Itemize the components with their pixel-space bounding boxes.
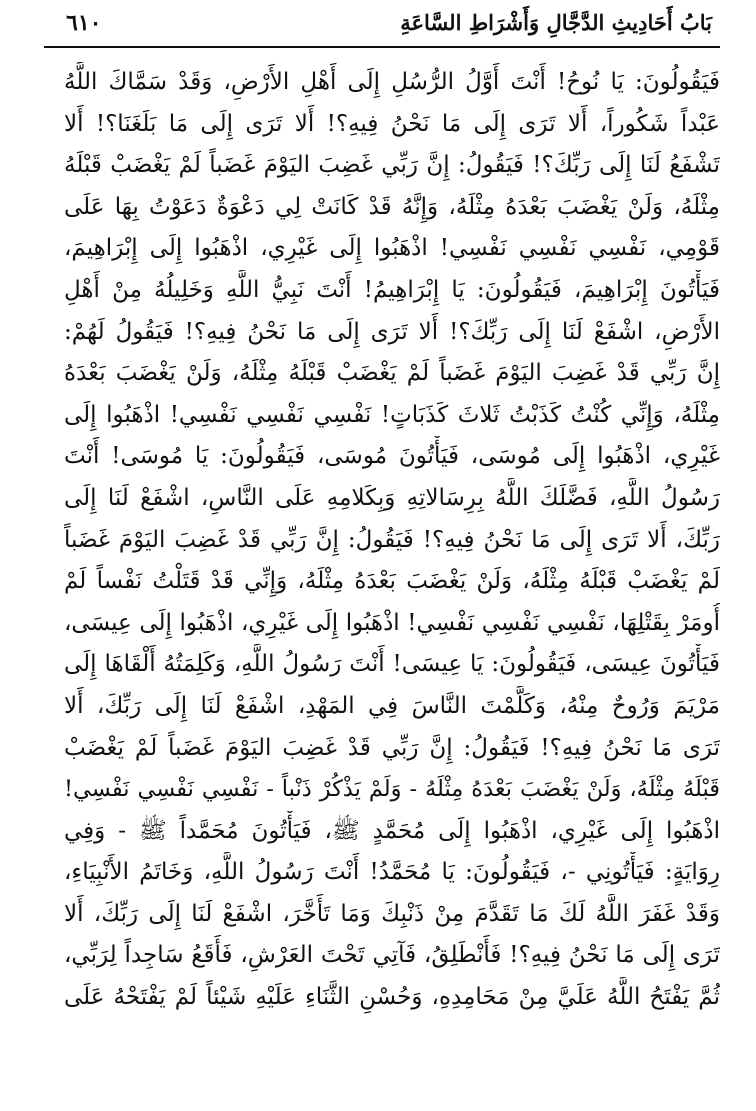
text-line: فَيَأْتُونَ عِيسَى، فَيَقُولُونَ: يَا عِيسَى! أَنْتَ رَسُولُ اللَّهِ، وَكَلِمَتُهُ أَلْقَاهَا إِلَى <box>64 651 720 678</box>
text-line: لَمْ يَغْضَبْ قَبْلَهُ مِثْلَهُ، وَلَنْ يَغْضَبَ بَعْدَهُ مِثْلَهُ، وَإِنِّي قَدْ قَتَلْتُ نَفْساً لَمْ <box>64 568 720 595</box>
text-line: عَبْداً شَكُوراً، أَلا تَرَى إِلَى مَا نَحْنُ فِيهِ؟! أَلا تَرَى إِلَى مَا بَلَغَنَا؟! أَلا <box>64 110 720 137</box>
header-rule <box>44 46 720 48</box>
text-line: رِوَايَةٍ: فَيَأْتُونِي -، فَيَقُولُونَ: يَا مُحَمَّدُ! أَنْتَ رَسُولُ اللَّهِ، وَخَاتَمُ الأَنْبِيَاءِ، <box>64 859 720 886</box>
text-line: ثُمَّ يَفْتَحُ اللَّهُ عَلَيَّ مِنْ مَحَامِدِهِ، وَحُسْنِ الثَّنَاءِ عَلَيْهِ شَيْئاً لَمْ يَفْتَحْهُ عَلَى <box>64 984 720 1011</box>
text-line: مِثْلَهُ، وَإِنِّي كُنْتُ كَذَبْتُ ثَلاثَ كَذَبَاتٍ! نَفْسِي نَفْسِي نَفْسِي! اذْهَبُوا إِلَى <box>64 401 720 428</box>
text-line: اذْهَبُوا إِلَى غَيْرِي، اذْهَبُوا إِلَى مُحَمَّدٍ ﷺ، فَيَأْتُونَ مُحَمَّداً ﷺ - وَفِي <box>64 817 720 844</box>
text-line: إِنَّ رَبِّي قَدْ غَضِبَ اليَوْمَ غَضَباً لَمْ يَغْضَبْ قَبْلَهُ مِثْلَهُ، وَلَنْ يَغْضَبَ بَعْدَهُ <box>64 360 720 387</box>
text-line: فَيَأْتُونَ إِبْرَاهِيمَ، فَيَقُولُونَ: يَا إِبْرَاهِيمُ! أَنْتَ نَبِيُّ اللَّهِ وَخَلِيلُهُ مِنْ أَهْلِ <box>64 276 720 303</box>
running-header <box>40 6 720 40</box>
text-line: تَرَى مَا نَحْنُ فِيهِ؟! فَيَقُولُ: إِنَّ رَبِّي قَدْ غَضِبَ اليَوْمَ غَضَباً لَمْ يَغْضَبْ <box>64 734 720 761</box>
text-line: رَبِّكَ، أَلا تَرَى إِلَى مَا نَحْنُ فِيهِ؟! فَيَقُولُ: إِنَّ رَبِّي قَدْ غَضِبَ اليَوْمَ غَضَباً <box>64 526 720 553</box>
text-line: وَقَدْ غَفَرَ اللَّهُ لَكَ مَا تَقَدَّمَ مِنْ ذَنْبِكَ وَمَا تَأَخَّرَ، اشْفَعْ لَنَا إِلَى رَبِّكَ، أَلا <box>64 900 720 927</box>
text-line: رَسُولُ اللَّهِ، فَضَّلَكَ اللَّهُ بِرِسَالاتِهِ وَبِكَلامِهِ عَلَى النَّاسِ، اشْفَعْ لَنَا إِلَى <box>64 484 720 511</box>
text-line: غَيْرِي، اذْهَبُوا إِلَى مُوسَى، فَيَأْتُونَ مُوسَى، فَيَقُولُونَ: يَا مُوسَى! أَنْتَ <box>64 443 720 470</box>
text-line: أُومَرْ بِقَتْلِهَا، نَفْسِي نَفْسِي نَفْسِي! اذْهَبُوا إِلَى غَيْرِي، اذْهَبُوا إِلَى عِيسَى، <box>64 609 720 636</box>
text-line: قَوْمِي، نَفْسِي نَفْسِي نَفْسِي! اذْهَبُوا إِلَى غَيْرِي، اذْهَبُوا إِلَى إِبْرَاهِيمَ، <box>64 235 720 262</box>
chapter-title: بَابُ أَحَادِيثِ الدَّجَّالِ وَأَشْرَاطِ السَّاعَةِ <box>400 10 712 35</box>
text-line: تَشْفَعُ لَنَا إِلَى رَبِّكَ؟! فَيَقُولُ: إِنَّ رَبِّي غَضِبَ اليَوْمَ غَضَباً لَمْ يَغْضَبْ قَبْلَهُ <box>64 152 720 179</box>
page-number: ٦١٠ <box>66 10 102 36</box>
text-line: مَرْيَمَ وَرُوحٌ مِنْهُ، وَكَلَّمْتَ النَّاسَ فِي المَهْدِ، اشْفَعْ لَنَا إِلَى رَبِّكَ، أَلا <box>64 692 720 719</box>
text-line: تَرَى إِلَى مَا نَحْنُ فِيهِ؟! فَأَنْطَلِقُ، فَآتِي تَحْتَ العَرْشِ، فَأَقَعُ سَاجِداً لِرَبِّي، <box>64 942 720 969</box>
text-line: قَبْلَهُ مِثْلَهُ، وَلَنْ يَغْضَبَ بَعْدَهُ مِثْلَهُ - وَلَمْ يَذْكُرْ ذَنْباً - نَفْسِي نَفْسِي نَفْسِي! <box>64 776 720 803</box>
body-text <box>64 62 720 1019</box>
text-line: فَيَقُولُونَ: يَا نُوحُ! أَنْتَ أَوَّلُ الرُّسُلِ إِلَى أَهْلِ الأَرْضِ، وَقَدْ سَمَّاكَ اللَّهُ <box>64 69 720 95</box>
text-line: مِثْلَهُ، وَلَنْ يَغْضَبَ بَعْدَهُ مِثْلَهُ، وَإِنَّهُ قَدْ كَانَتْ لِي دَعْوَةٌ دَعَوْتُ بِهَا عَلَى <box>64 193 720 220</box>
text-line: الأَرْضِ، اشْفَعْ لَنَا إِلَى رَبِّكَ؟! أَلا تَرَى إِلَى مَا نَحْنُ فِيهِ؟! فَيَقُولُ لَهُمْ: <box>64 318 720 345</box>
